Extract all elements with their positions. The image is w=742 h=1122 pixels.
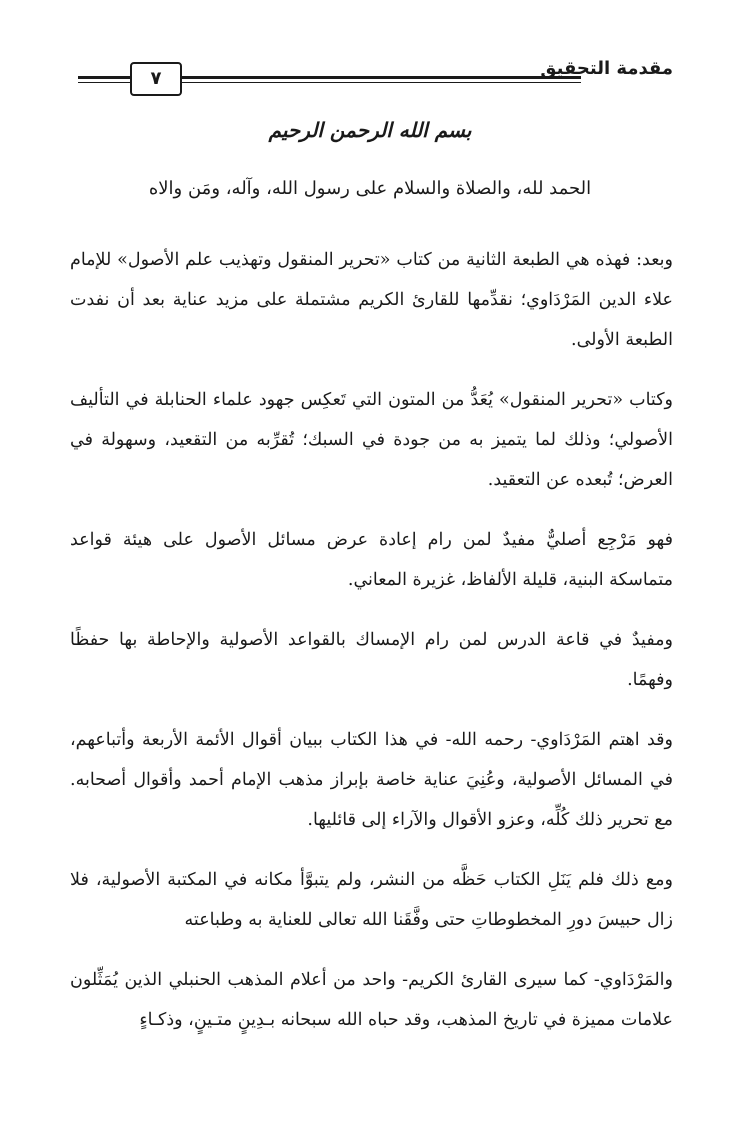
paragraph: وبعد: فهذه هي الطبعة الثانية من كتاب «تحرير المنقول وتهذيب علم الأصول» للإمام علاء الدين المَرْدَاوي؛ نقدِّمها للقارئ الكريم مشتملة على مزيد عناية بعد أن نفدت الطبعة الأولى. (70, 250, 673, 350)
running-title: مقدمة التحقيق (540, 58, 673, 79)
page-number: ٧ (130, 62, 182, 96)
paragraph: ومع ذلك فلم يَنَلِ الكتاب حَظَّه من النشر، ولم يتبوَّأ مكانه في المكتبة الأصولية، فلا زال حبيسَ دورِ المخطوطاتِ حتى وفَّقَنا الله تعالى للعناية به وطباعته (70, 870, 673, 930)
basmala-calligraphy: بسم الله الرحمن الرحيم (268, 118, 472, 142)
paragraph: فهو مَرْجِع أصليٌّ مفيدٌ لمن رام إعادة عرض مسائل الأصول على هيئة قواعد متماسكة البنية، قليلة الألفاظ، غزيرة المعاني. (70, 530, 673, 590)
page-header (78, 56, 673, 96)
body-text (70, 240, 673, 1040)
paragraph: والمَرْدَاوي- كما سيرى القارئ الكريم- واحد من أعلام المذهب الحنبلي الذين يُمَثِّلون علامات مميزة في تاريخ المذهب، وقد حباه الله سبحانه بـدِينٍ متـينٍ، وذكـاءٍ (70, 970, 673, 1030)
opening-line: الحمد لله، والصلاة والسلام على رسول الله، وآله، ومَن والاه (148, 178, 592, 199)
paragraph: وكتاب «تحرير المنقول» يُعَدُّ من المتون التي تَعكِس جهود علماء الحنابلة في التأليف الأصولي؛ وذلك لما يتميز به من جودة في السبك؛ تُقرِّبه من التقعيد، وسهولة في العرض؛ تُبعده عن التعقيد. (70, 390, 673, 490)
paragraph: ومفيدٌ في قاعة الدرس لمن رام الإمساك بالقواعد الأصولية والإحاطة بها حفظًا وفهمًا. (70, 630, 673, 690)
paragraph: وقد اهتم المَرْدَاوي- رحمه الله- في هذا الكتاب ببيان أقوال الأئمة الأربعة وأتباعهم، في المسائل الأصولية، وعُنِيَ عناية خاصة بإبراز مذهب الإمام أحمد وأقوال أصحابه. مع تحرير ذلك كُلِّه، وعزو الأقوال والآراء إلى قائليها. (70, 730, 673, 830)
